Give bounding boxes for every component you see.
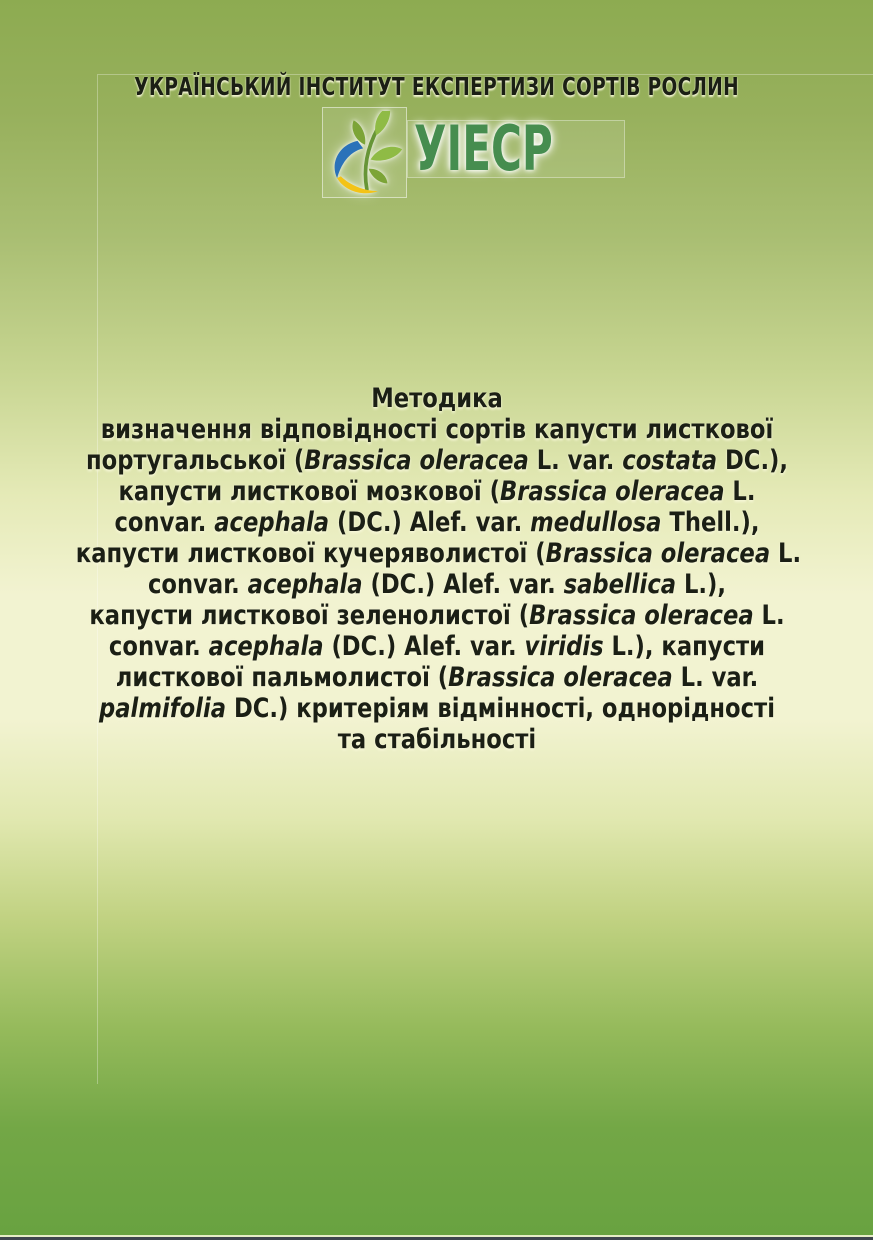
title-line: визначення відповідності сортів капусти листкової (100, 414, 773, 445)
title-line: convar. acephala (DC.) Alef. var. sabellica L.), (147, 569, 726, 600)
title-line: convar. acephala (DC.) Alef. var. medullosa Thell.), (113, 507, 760, 538)
title-line: Методика (370, 383, 503, 414)
title-block (75, 383, 801, 755)
logo-acronym: УІЕСР (414, 112, 553, 185)
title-line: palmifolia DC.) критеріям відмінності, однорідності (98, 693, 775, 724)
title-line: капусти листкової зеленолистої (Brassica oleracea L. (88, 600, 785, 631)
title-line: convar. acephala (DC.) Alef. var. viridis L.), капусти (108, 631, 765, 662)
title-line: листкової пальмолистої (Brassica oleracea L. var. (115, 662, 758, 693)
title-line: та стабільності (337, 724, 536, 755)
logo (322, 107, 625, 198)
title-line: капусти листкової мозкової (Brassica oleracea L. (118, 476, 755, 507)
logo-text-frame (407, 112, 625, 185)
sprout-ukraine-flag-icon (326, 111, 404, 195)
institute-name: УКРАЇНСЬКИЙ ІНСТИТУТ ЕКСПЕРТИЗИ СОРТІВ РОСЛИН (134, 72, 739, 101)
title-line: капусти листкової кучеряволистої (Brassica oleracea L. (75, 538, 801, 569)
title-line: португальської (Brassica oleracea L. var. costata DC.), (85, 445, 788, 476)
logo-icon-frame (322, 107, 407, 198)
institute-header (0, 72, 873, 101)
